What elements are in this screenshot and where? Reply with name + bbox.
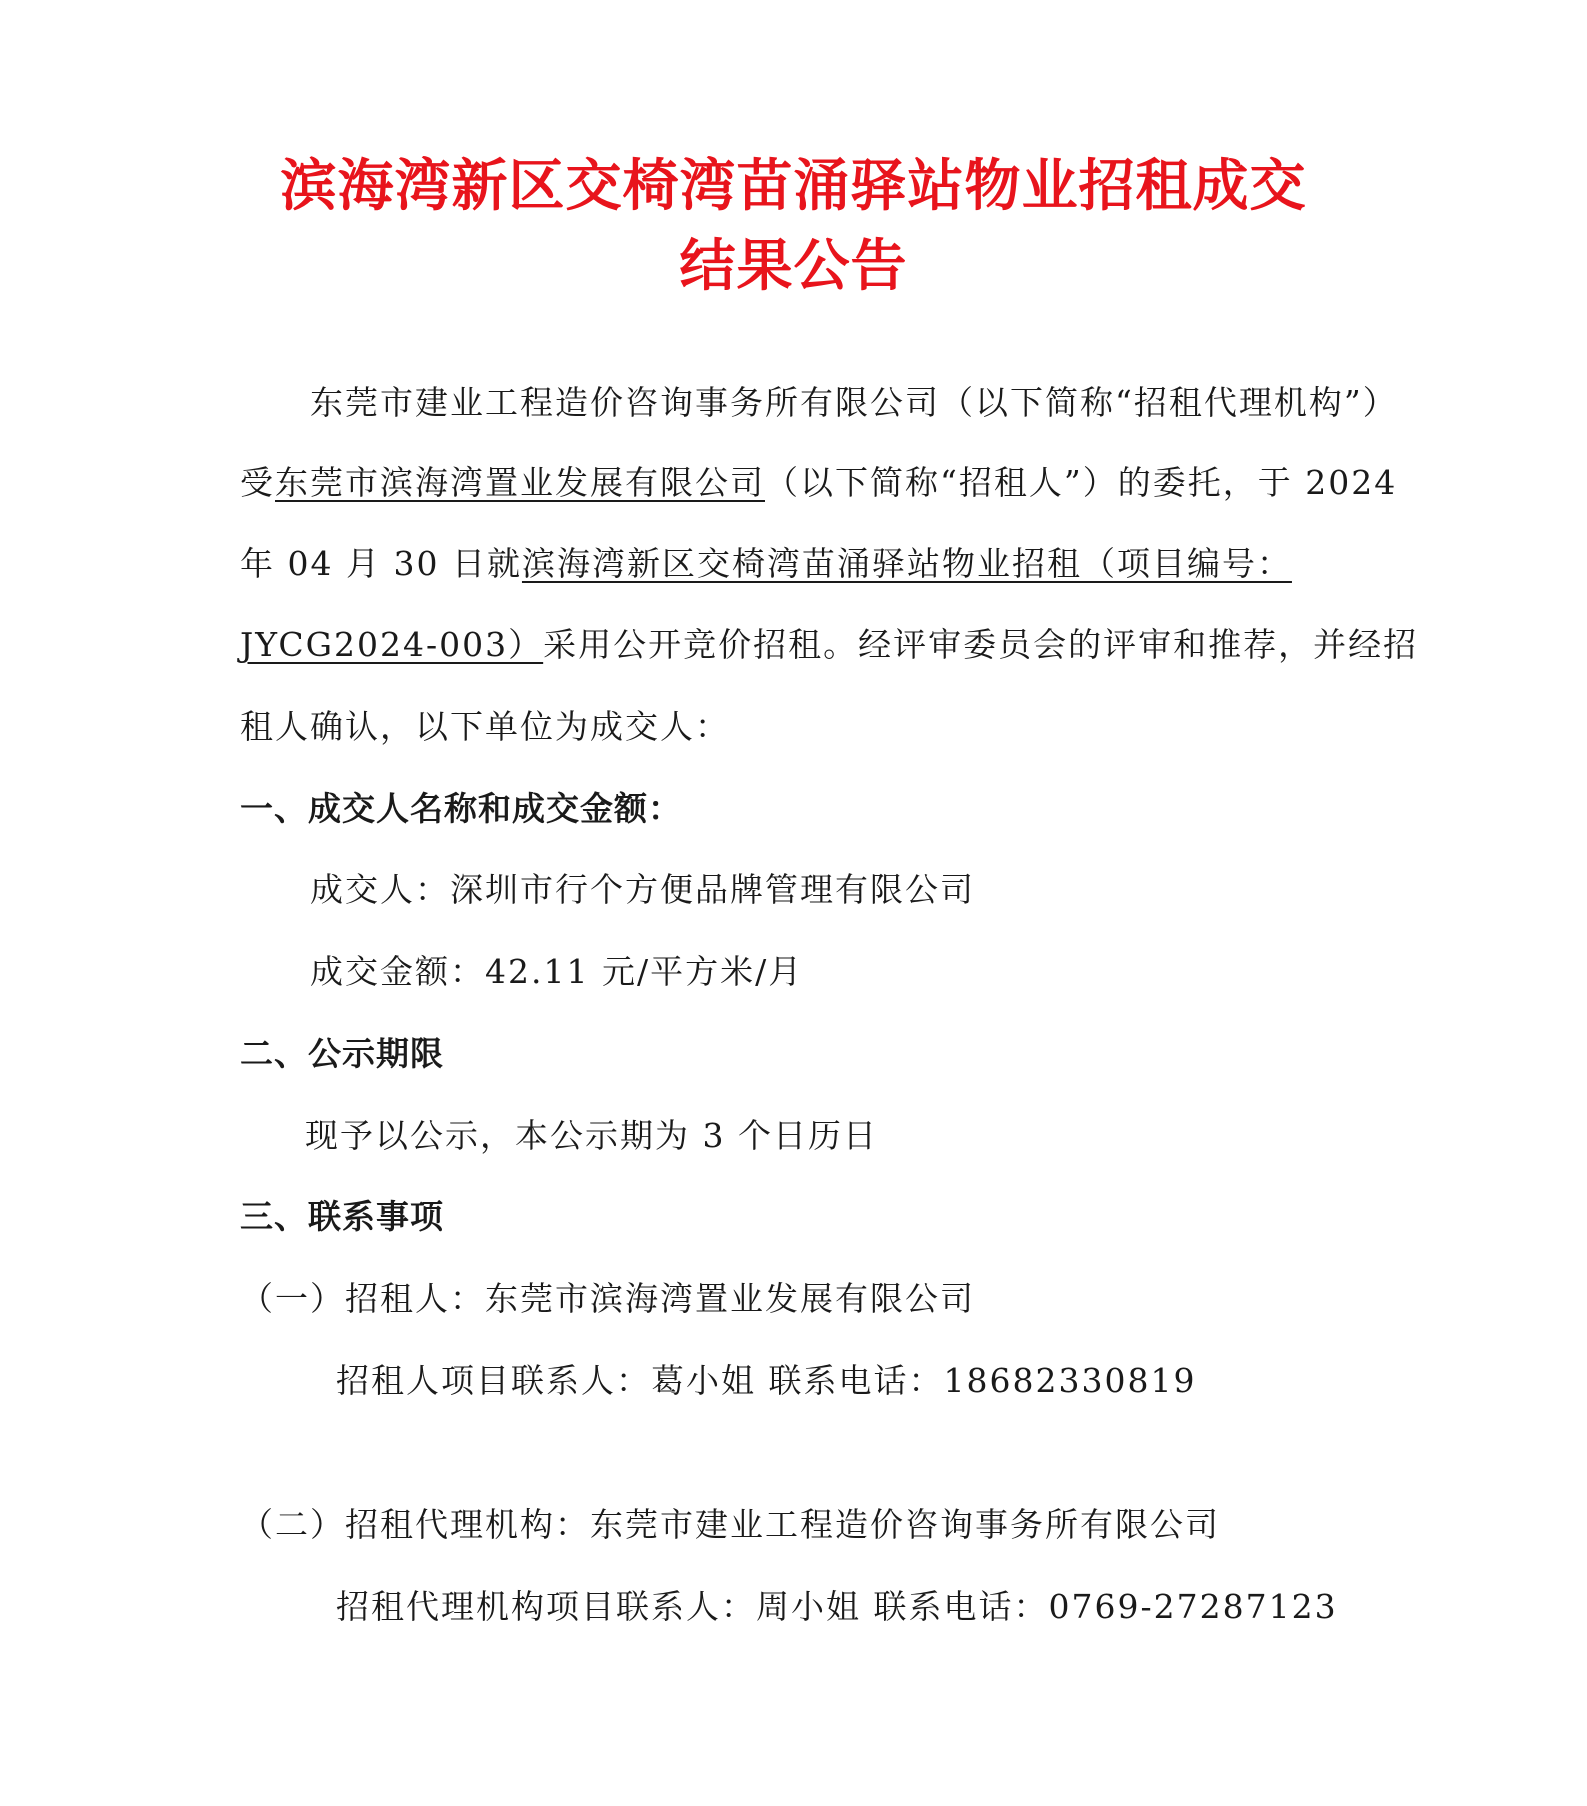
document-title-line-1: 滨海湾新区交椅湾苗涌驿站物业招租成交 [280,153,1307,219]
intro-line-3 [240,544,1292,583]
intro-line-2-suffix: （以下简称“招租人”）的委托，于 2024 [765,463,1398,502]
intro-line-4 [240,625,1419,664]
agency-contact-line: 招租代理机构项目联系人：周小姐 联系电话：0769-27287123 [336,1587,1338,1626]
intro-line-4-text: 采用公开竞价招租。经评审委员会的评审和推荐，并经招 [543,625,1419,664]
section-3-heading: 三、联系事项 [240,1197,444,1236]
intro-line-3-date: 年 04 月 30 日就 [240,544,522,583]
lessor-line: （一）招租人：东莞市滨海湾置业发展有限公司 [240,1279,975,1318]
publicity-period-line: 现予以公示，本公示期为 3 个日历日 [305,1116,878,1155]
lessor-name-underlined: 东莞市滨海湾置业发展有限公司 [275,463,765,502]
document-title-line-2: 结果公告 [679,233,908,299]
project-name-underlined: 滨海湾新区交椅湾苗涌驿站物业招租（项目编号： [521,544,1292,583]
intro-line-2 [240,463,1398,502]
amount-line: 成交金额：42.11 元/平方米/月 [310,952,804,991]
lessor-contact-line: 招租人项目联系人：葛小姐 联系电话：18682330819 [336,1361,1197,1400]
section-1-heading: 一、成交人名称和成交金额： [240,789,682,828]
project-number-underlined: JYCG2024-003） [240,625,544,664]
agency-line: （二）招租代理机构：东莞市建业工程造价咨询事务所有限公司 [240,1505,1220,1544]
section-2-heading: 二、公示期限 [240,1034,444,1073]
intro-line-1: 东莞市建业工程造价咨询事务所有限公司（以下简称“招租代理机构”） [310,383,1398,422]
intro-line-2-prefix: 受 [240,463,275,502]
winner-line: 成交人：深圳市行个方便品牌管理有限公司 [310,870,975,909]
intro-line-5: 租人确认，以下单位为成交人： [240,707,730,746]
